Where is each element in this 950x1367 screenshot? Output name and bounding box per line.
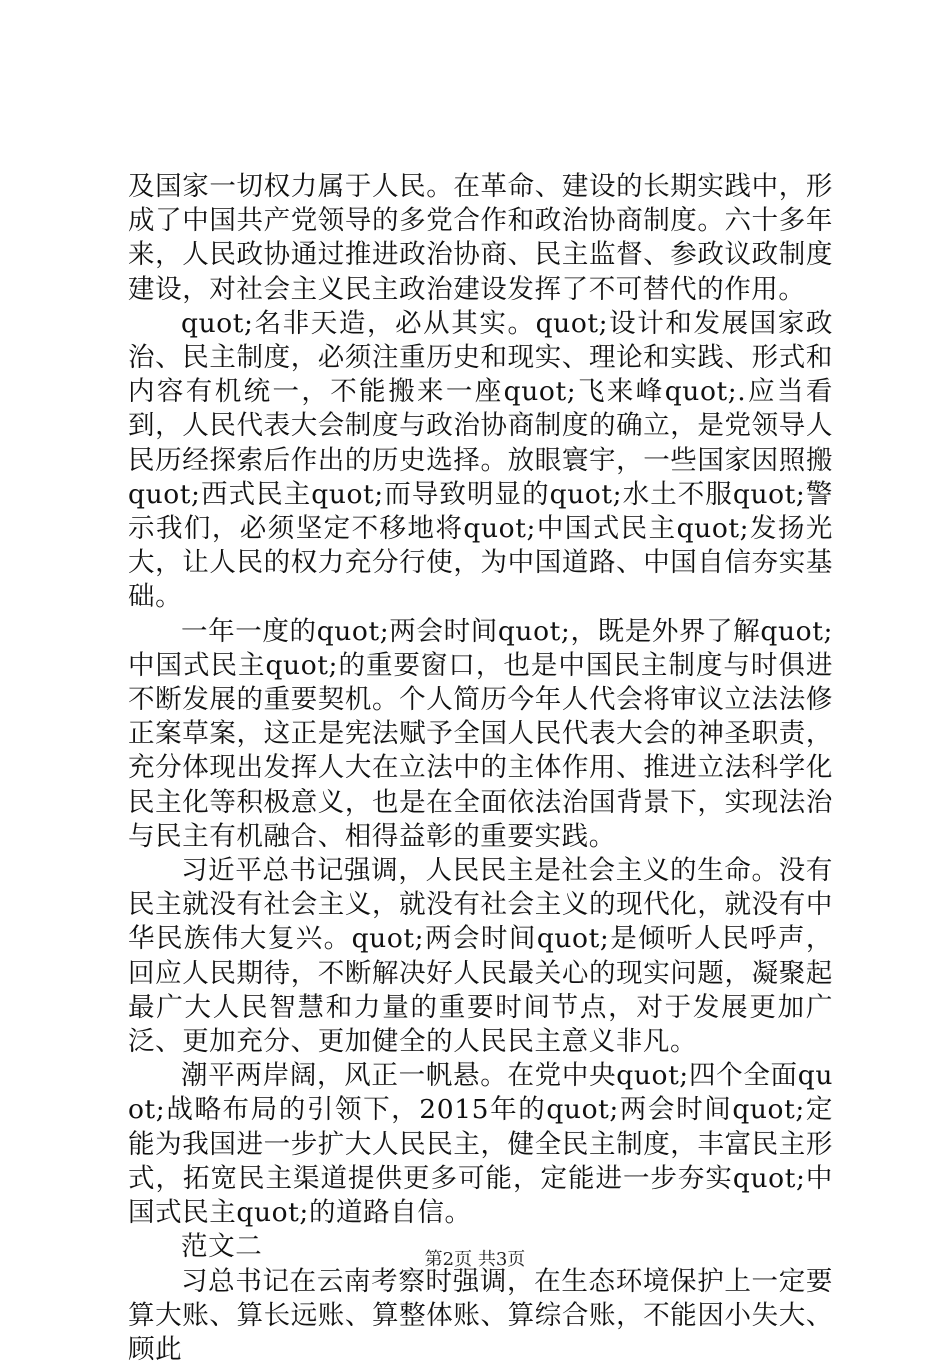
paragraph-four-comprehensives: 潮平两岸阔，风正一帆悬。在党中央quot;四个全面quot;战略布局的引领下，2015年的quot;两会时间quot;定能为我国进一步扩大人民民主，健全民主制度，丰富民主形式，拓宽民主渠道提供更多可能，定能进一步夯实quot;中国式民主quot;的道路自信。 — [128, 1059, 833, 1230]
section-heading-sample-two: 范文二 — [128, 1230, 833, 1264]
paragraph-continuation: 及国家一切权力属于人民。在革命、建设的长期实践中，形成了中国共产党领导的多党合作和政治协商制度。六十多年来，人民政协通过推进政治协商、民主监督、参政议政制度建设，对社会主义民主政治建设发挥了不可替代的作用。 — [128, 170, 833, 307]
paragraph-name-from-reality: quot;名非天造，必从其实。quot;设计和发展国家政治、民主制度，必须注重历史和现实、理论和实践、形式和内容有机统一，不能搬来一座quot;飞来峰quot;.应当看到，人民代表大会制度与政治协商制度的确立，是党领导人民历经探索后作出的历史选择。放眼寰宇，一些国家因照搬quot;西式民主quot;而导致明显的quot;水土不服quot;警示我们，必须坚定不移地将quot;中国式民主quot;发扬光大，让人民的权力充分行使，为中国道路、中国自信夯实基础。 — [128, 307, 833, 615]
paragraph-two-sessions-window: 一年一度的quot;两会时间quot;，既是外界了解quot;中国式民主quot;的重要窗口，也是中国民主制度与时俱进不断发展的重要契机。个人简历今年人代会将审议立法法修正案草案，这正是宪法赋予全国人民代表大会的神圣职责，充分体现出发挥人大在立法中的主体作用、推进立法科学化民主化等积极意义，也是在全面依法治国背景下，实现法治与民主有机融合、相得益彰的重要实践。 — [128, 615, 833, 854]
document-body — [128, 170, 833, 1367]
page-footer: 第2页 共3页 — [0, 1245, 950, 1271]
paragraph-yunnan-ecology: 习总书记在云南考察时强调，在生态环境保护上一定要算大账、算长远账、算整体账、算综合账，不能因小失大、顾此 — [128, 1265, 833, 1367]
paragraph-people-democracy: 习近平总书记强调，人民民主是社会主义的生命。没有民主就没有社会主义，就没有社会主义的现代化，就没有中华民族伟大复兴。quot;两会时间quot;是倾听人民呼声，回应人民期待，不断解决好人民最关心的现实问题，凝聚起最广大人民智慧和力量的重要时间节点，对于发展更加广泛、更加充分、更加健全的人民民主意义非凡。 — [128, 854, 833, 1059]
